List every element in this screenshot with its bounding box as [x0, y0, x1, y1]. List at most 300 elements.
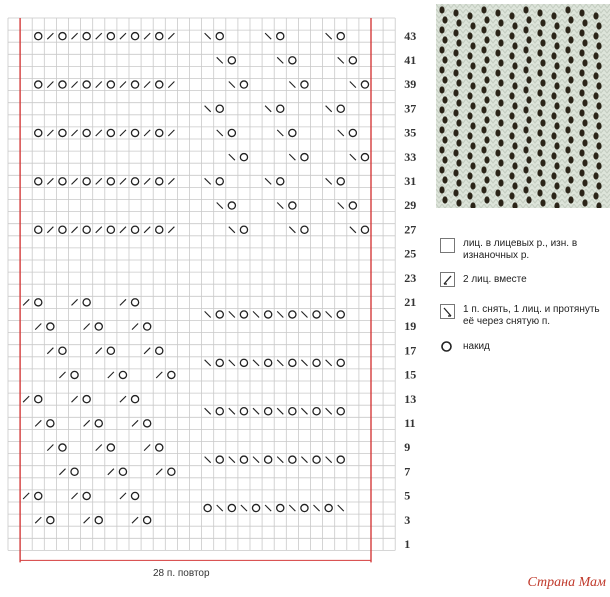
lace-hole	[456, 179, 461, 186]
lace-hole	[551, 92, 556, 99]
lace-hole	[537, 9, 542, 16]
row-number: 1	[404, 536, 411, 551]
lace-hole	[498, 179, 503, 186]
lace-hole	[565, 6, 570, 13]
lace-hole	[579, 169, 584, 176]
lace-hole	[579, 69, 584, 76]
lace-hole	[593, 132, 598, 139]
yarn-over-mark	[71, 468, 78, 475]
lace-hole	[537, 29, 542, 36]
lace-hole	[523, 106, 528, 113]
lace-hole	[495, 89, 500, 96]
yarn-over-mark	[107, 81, 114, 88]
lace-hole	[467, 112, 472, 119]
yarn-over-mark	[301, 226, 308, 233]
lace-hole	[554, 162, 559, 169]
yarn-over-mark	[216, 105, 223, 112]
yarn-over-mark	[107, 347, 114, 354]
lace-hole	[484, 96, 489, 103]
lace-hole	[481, 6, 486, 13]
lace-hole	[498, 139, 503, 146]
lace-hole	[509, 92, 514, 99]
yarn-over-mark	[216, 33, 223, 40]
yarn-over-mark	[240, 408, 247, 415]
lace-hole	[453, 169, 458, 176]
lace-hole	[593, 32, 598, 39]
yarn-over-mark	[35, 226, 42, 233]
lace-hole	[498, 39, 503, 46]
lace-hole	[593, 52, 598, 59]
lace-hole	[509, 172, 514, 179]
lace-hole	[456, 139, 461, 146]
yarn-over-mark	[265, 408, 272, 415]
yarn-over-mark	[59, 226, 66, 233]
lace-hole	[467, 132, 472, 139]
yarn-over-mark	[131, 299, 138, 306]
yarn-over-mark	[144, 323, 151, 330]
lace-hole	[523, 6, 528, 13]
yarn-over-mark	[59, 81, 66, 88]
yarn-over-mark	[301, 154, 308, 161]
lace-hole	[470, 162, 475, 169]
row-number: 5	[404, 488, 411, 503]
lace-hole	[526, 76, 531, 83]
lace-hole	[596, 62, 601, 69]
lace-hole	[509, 132, 514, 139]
yarn-over-mark	[337, 311, 344, 318]
yarn-over-mark	[83, 81, 90, 88]
lace-hole	[484, 16, 489, 23]
lace-hole	[537, 129, 542, 136]
lace-hole	[523, 166, 528, 173]
yarn-over-mark	[216, 456, 223, 463]
yarn-over-mark	[83, 33, 90, 40]
lace-hole	[551, 112, 556, 119]
lace-hole	[582, 159, 587, 166]
lace-hole	[540, 39, 545, 46]
lace-hole	[498, 159, 503, 166]
yarn-over-mark	[83, 492, 90, 499]
lace-hole	[596, 142, 601, 149]
yarn-over-mark	[216, 408, 223, 415]
row-number: 13	[404, 391, 417, 406]
lace-hole	[456, 39, 461, 46]
lace-hole	[565, 146, 570, 153]
lace-hole	[554, 122, 559, 129]
lace-hole	[523, 86, 528, 93]
row-number: 25	[404, 246, 417, 261]
row-number: 7	[404, 464, 411, 479]
lace-hole	[537, 189, 542, 196]
lace-hole	[551, 192, 556, 199]
yarn-over-mark	[35, 492, 42, 499]
yarn-over-mark	[47, 420, 54, 427]
lace-hole	[523, 186, 528, 193]
yarn-over-mark	[289, 456, 296, 463]
yarn-over-mark	[59, 33, 66, 40]
lace-hole	[456, 119, 461, 126]
yarn-over-mark	[131, 226, 138, 233]
lace-hole	[579, 149, 584, 156]
lace-hole	[565, 166, 570, 173]
lace-hole	[439, 46, 444, 53]
yarn-over-mark	[47, 323, 54, 330]
lace-hole	[456, 159, 461, 166]
lace-hole	[565, 46, 570, 53]
yarn-over-mark	[289, 129, 296, 136]
lace-hole	[523, 146, 528, 153]
lace-hole	[439, 6, 444, 13]
yarn-over-mark	[131, 129, 138, 136]
lace-hole	[481, 146, 486, 153]
lace-hole	[526, 136, 531, 143]
lace-hole	[537, 149, 542, 156]
yarn-over-mark	[131, 396, 138, 403]
lace-hole	[495, 49, 500, 56]
lace-hole	[484, 196, 489, 203]
lace-hole	[579, 129, 584, 136]
lace-hole	[554, 42, 559, 49]
yarn-over-mark	[228, 129, 235, 136]
row-number: 11	[404, 415, 416, 430]
lace-hole	[596, 182, 601, 189]
lace-hole	[512, 62, 517, 69]
lace-hole	[484, 136, 489, 143]
yarn-over-mark	[144, 420, 151, 427]
yarn-over-mark	[107, 33, 114, 40]
legend-text-yo: накид	[463, 341, 490, 352]
lace-hole	[596, 102, 601, 109]
watermark: Страна Мам	[527, 575, 606, 590]
lace-hole	[512, 42, 517, 49]
row-number: 33	[404, 149, 417, 164]
yarn-over-mark	[301, 504, 308, 511]
lace-hole	[498, 99, 503, 106]
yarn-over-mark	[313, 408, 320, 415]
yarn-over-mark	[337, 105, 344, 112]
yarn-over-mark	[337, 33, 344, 40]
lace-hole	[495, 189, 500, 196]
row-number: 29	[404, 198, 417, 213]
yarn-over-mark	[228, 504, 235, 511]
lace-hole	[467, 192, 472, 199]
yarn-over-mark	[83, 226, 90, 233]
lace-hole	[439, 126, 444, 133]
lace-hole	[509, 72, 514, 79]
blank-knit-icon	[440, 238, 455, 253]
yarn-over-mark	[277, 178, 284, 185]
yarn-over-mark	[59, 178, 66, 185]
lace-hole	[565, 186, 570, 193]
lace-hole	[484, 56, 489, 63]
yarn-over-mark	[265, 311, 272, 318]
lace-hole	[442, 116, 447, 123]
k2tog-icon	[440, 272, 455, 287]
lace-hole	[470, 62, 475, 69]
lace-hole	[467, 12, 472, 19]
lace-hole	[512, 22, 517, 29]
lace-hole	[470, 102, 475, 109]
lace-hole	[470, 182, 475, 189]
row-number: 37	[404, 101, 417, 116]
lace-hole	[453, 69, 458, 76]
lace-hole	[481, 106, 486, 113]
lace-hole	[523, 126, 528, 133]
lace-hole	[540, 19, 545, 26]
lace-hole	[568, 16, 573, 23]
lace-hole	[453, 49, 458, 56]
yarn-over-mark	[95, 323, 102, 330]
lace-hole	[481, 126, 486, 133]
lace-hole	[442, 96, 447, 103]
lace-hole	[596, 162, 601, 169]
lace-hole	[593, 192, 598, 199]
lace-hole	[526, 56, 531, 63]
legend-text-k2tog: 2 лиц. вместе	[463, 274, 527, 285]
lace-hole	[512, 102, 517, 109]
lace-hole	[467, 52, 472, 59]
yarn-over-mark	[119, 371, 126, 378]
lace-hole	[495, 109, 500, 116]
lace-hole	[498, 79, 503, 86]
yarn-over-mark	[265, 359, 272, 366]
lace-photo-illustration	[436, 4, 610, 208]
yarn-over-mark	[289, 408, 296, 415]
yarn-over-mark	[240, 154, 247, 161]
lace-hole	[453, 109, 458, 116]
yarn-over-mark	[337, 178, 344, 185]
yarn-over-mark	[156, 226, 163, 233]
yarn-over-mark	[289, 311, 296, 318]
lace-hole	[481, 66, 486, 73]
lace-hole	[593, 12, 598, 19]
lace-hole	[568, 116, 573, 123]
yarn-over-mark	[156, 33, 163, 40]
lace-hole	[540, 199, 545, 206]
lace-hole	[537, 89, 542, 96]
yarn-over-mark	[216, 359, 223, 366]
row-number: 17	[404, 343, 417, 358]
lace-hole	[537, 49, 542, 56]
yarn-over-mark	[95, 420, 102, 427]
lace-hole	[512, 182, 517, 189]
yarn-over-mark	[349, 57, 356, 64]
lace-hole	[565, 86, 570, 93]
yarn-over-mark	[156, 444, 163, 451]
row-number: 19	[404, 319, 417, 334]
yarn-over-mark	[83, 178, 90, 185]
yarn-over-mark	[252, 504, 259, 511]
lace-hole	[565, 66, 570, 73]
lace-hole	[453, 189, 458, 196]
yarn-over-mark	[216, 311, 223, 318]
lace-hole	[551, 132, 556, 139]
lace-hole	[554, 182, 559, 189]
lace-hole	[442, 76, 447, 83]
lace-hole	[498, 199, 503, 206]
lace-hole	[442, 136, 447, 143]
knitted-sample-photo	[436, 4, 610, 208]
row-number: 43	[404, 28, 417, 43]
lace-hole	[467, 172, 472, 179]
yarn-over-mark	[156, 178, 163, 185]
lace-hole	[540, 139, 545, 146]
yarn-over-mark	[361, 226, 368, 233]
lace-hole	[470, 42, 475, 49]
lace-hole	[495, 169, 500, 176]
lace-hole	[582, 139, 587, 146]
lace-hole	[579, 49, 584, 56]
yarn-over-mark	[59, 129, 66, 136]
repeat-label: 28 п. повтор	[150, 568, 213, 579]
lace-hole	[551, 52, 556, 59]
lace-hole	[509, 112, 514, 119]
lace-hole	[568, 36, 573, 43]
lace-hole	[456, 99, 461, 106]
yarn-over-mark	[240, 81, 247, 88]
lace-hole	[554, 62, 559, 69]
lace-hole	[537, 69, 542, 76]
lace-hole	[554, 82, 559, 89]
lace-hole	[540, 159, 545, 166]
yarn-over-mark	[289, 359, 296, 366]
lace-hole	[568, 156, 573, 163]
yarn-over-mark	[337, 456, 344, 463]
yarn-over-mark	[131, 178, 138, 185]
lace-hole	[453, 29, 458, 36]
lace-hole	[453, 129, 458, 136]
lace-hole	[453, 89, 458, 96]
yarn-over-mark	[107, 444, 114, 451]
lace-hole	[495, 9, 500, 16]
yarn-over-mark	[156, 347, 163, 354]
yarn-over-mark	[240, 456, 247, 463]
yarn-over-mark	[107, 178, 114, 185]
row-number: 35	[404, 125, 417, 140]
lace-hole	[509, 192, 514, 199]
lace-hole	[453, 9, 458, 16]
lace-hole	[481, 26, 486, 33]
row-number: 41	[404, 52, 417, 67]
lace-hole	[442, 56, 447, 63]
lace-hole	[484, 36, 489, 43]
lace-hole	[523, 26, 528, 33]
lace-hole	[467, 72, 472, 79]
lace-hole	[481, 186, 486, 193]
yarn-over-mark	[35, 299, 42, 306]
lace-hole	[442, 176, 447, 183]
yarn-over-mark	[168, 468, 175, 475]
yarn-over-mark	[35, 396, 42, 403]
yarn-over-mark	[107, 129, 114, 136]
lace-hole	[484, 176, 489, 183]
lace-hole	[456, 59, 461, 66]
lace-hole	[596, 82, 601, 89]
row-number: 21	[404, 294, 417, 309]
lace-hole	[568, 176, 573, 183]
lace-hole	[551, 152, 556, 159]
lace-hole	[540, 99, 545, 106]
lace-hole	[512, 122, 517, 129]
lace-hole	[498, 119, 503, 126]
yarn-over-mark	[35, 33, 42, 40]
legend-text-knit: лиц. в лицевых р., изн. в изнаночных р.	[463, 238, 578, 261]
lace-hole	[484, 116, 489, 123]
lace-hole	[526, 36, 531, 43]
row-number: 39	[404, 77, 417, 92]
lace-hole	[439, 166, 444, 173]
lace-hole	[439, 186, 444, 193]
lace-hole	[582, 59, 587, 66]
yarn-over-mark	[277, 105, 284, 112]
yarn-over-mark	[337, 408, 344, 415]
yarn-over-mark	[95, 517, 102, 524]
lace-hole	[495, 129, 500, 136]
lace-hole	[456, 199, 461, 206]
lace-hole	[439, 146, 444, 153]
yarn-over-mark	[204, 504, 211, 511]
lace-hole	[596, 42, 601, 49]
lace-hole	[579, 89, 584, 96]
lace-hole	[442, 36, 447, 43]
yarn-over-mark	[240, 311, 247, 318]
lace-hole	[495, 149, 500, 156]
yarn-over-mark	[289, 202, 296, 209]
lace-hole	[481, 166, 486, 173]
lace-hole	[596, 22, 601, 29]
lace-hole	[551, 32, 556, 39]
lace-hole	[512, 162, 517, 169]
lace-hole	[470, 22, 475, 29]
row-number: 31	[404, 173, 417, 188]
lace-hole	[481, 86, 486, 93]
lace-hole	[495, 29, 500, 36]
lace-hole	[509, 12, 514, 19]
lace-hole	[582, 199, 587, 206]
lace-hole	[596, 122, 601, 129]
lace-hole	[568, 196, 573, 203]
yarn-over-mark	[156, 81, 163, 88]
lace-hole	[484, 156, 489, 163]
yarn-over-mark	[313, 311, 320, 318]
lace-hole	[579, 189, 584, 196]
skp-icon	[440, 304, 455, 319]
lace-hole	[442, 196, 447, 203]
lace-hole	[593, 92, 598, 99]
yarn-over-mark	[35, 129, 42, 136]
yarn-over-mark	[337, 359, 344, 366]
lace-hole	[540, 179, 545, 186]
lace-hole	[582, 99, 587, 106]
lace-hole	[498, 19, 503, 26]
lace-hole	[467, 152, 472, 159]
yarn-over-mark	[361, 81, 368, 88]
lace-hole	[582, 39, 587, 46]
row-number: 9	[404, 440, 411, 455]
yarn-over-mark	[301, 81, 308, 88]
lace-hole	[470, 142, 475, 149]
lace-hole	[442, 16, 447, 23]
lace-hole	[526, 16, 531, 23]
lace-hole	[593, 172, 598, 179]
lace-hole	[537, 109, 542, 116]
lace-hole	[579, 109, 584, 116]
row-number: 3	[404, 512, 411, 527]
lace-hole	[467, 92, 472, 99]
yarn-over-mark	[313, 456, 320, 463]
lace-hole	[523, 46, 528, 53]
yarn-over-mark	[240, 359, 247, 366]
